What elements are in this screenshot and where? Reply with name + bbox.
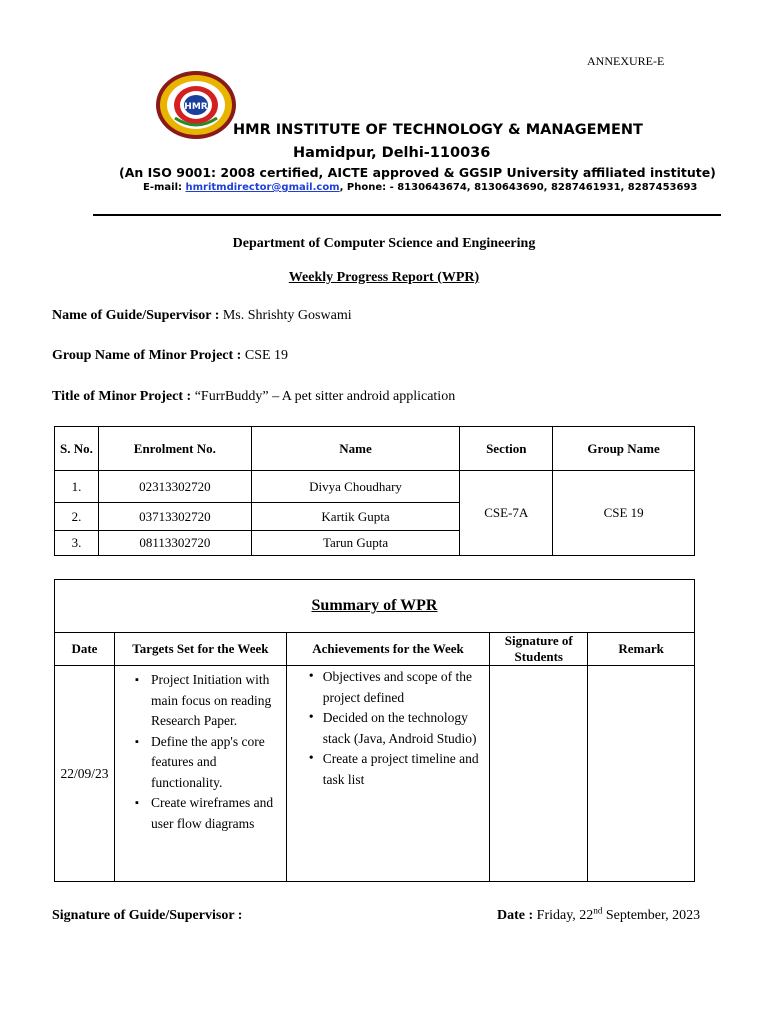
header-section: Section (460, 427, 553, 471)
annexure-label: ANNEXURE-E (587, 54, 665, 68)
list-item: • Create a project timeline and task list (301, 749, 484, 790)
header-name: Name (251, 427, 460, 471)
institute-logo (155, 70, 237, 140)
sno-cell: 3. (55, 531, 99, 556)
targets-list (129, 670, 278, 834)
report-title: Weekly Progress Report (WPR) (288, 270, 480, 285)
institute-address: Hamidpur, Delhi-110036 (293, 145, 491, 161)
header-enrolment: Enrolment No. (98, 427, 251, 471)
svg-text:HMR: HMR (184, 102, 208, 112)
institute-certification: (An ISO 9001: 2008 certified, AICTE approved & GGSIP University affiliated institute) (119, 165, 716, 180)
enrolment-cell: 03713302720 (98, 503, 251, 531)
header-targets: Targets Set for the Week (114, 633, 286, 666)
department-title: Department of Computer Science and Engineering (232, 236, 536, 251)
header-date: Date (55, 633, 115, 666)
email-link[interactable]: hmritmdirector@gmail.com (185, 182, 340, 193)
summary-header-row (55, 633, 695, 666)
guide-value: Ms. Shrishty Goswami (219, 308, 352, 323)
list-item: • Objectives and scope of the project defined (301, 667, 484, 708)
header-divider (93, 214, 721, 216)
group-name-cell: CSE 19 (553, 471, 695, 556)
email-label: E-mail: (143, 182, 186, 193)
date-cell: 22/09/23 (55, 666, 115, 882)
guide-info (52, 308, 352, 324)
summary-title: Summary of WPR (55, 580, 695, 633)
guide-signature-label: Signature of Guide/Supervisor : (52, 908, 243, 923)
date-day: Friday, 22 (533, 908, 594, 923)
wpr-summary-table (54, 579, 695, 882)
members-header-row (55, 427, 695, 471)
header-group-name: Group Name (553, 427, 695, 471)
report-date (497, 905, 701, 924)
date-suffix: nd (593, 905, 603, 916)
sno-cell: 1. (55, 471, 99, 503)
header-remark: Remark (588, 633, 695, 666)
name-cell: Tarun Gupta (251, 531, 460, 556)
list-item: • Decided on the technology stack (Java, Android Studio) (301, 708, 484, 749)
list-item: ▪ Define the app's core features and functionality. (129, 732, 278, 794)
achievements-cell (286, 666, 490, 882)
group-info (52, 348, 288, 364)
header-signature: Signature of Students (490, 633, 588, 666)
header-sno: S. No. (55, 427, 99, 471)
section-cell: CSE-7A (460, 471, 553, 556)
institute-contact (143, 182, 697, 193)
header-achievements: Achievements for the Week (286, 633, 490, 666)
date-rest: September, 2023 (602, 908, 701, 923)
enrolment-cell: 02313302720 (98, 471, 251, 503)
sno-cell: 2. (55, 503, 99, 531)
institute-name: HMR INSTITUTE OF TECHNOLOGY & MANAGEMENT (233, 122, 643, 138)
enrolment-cell: 08113302720 (98, 531, 251, 556)
name-cell: Kartik Gupta (251, 503, 460, 531)
guide-label: Name of Guide/Supervisor : (52, 308, 220, 323)
group-value: CSE 19 (241, 348, 289, 363)
date-label: Date : (497, 908, 534, 923)
list-item: ▪ Project Initiation with main focus on reading Research Paper. (129, 670, 278, 732)
name-cell: Divya Choudhary (251, 471, 460, 503)
members-table (54, 426, 695, 556)
project-title-label: Title of Minor Project : (52, 389, 192, 404)
group-label: Group Name of Minor Project : (52, 348, 242, 363)
table-row (55, 666, 695, 882)
project-title-info (52, 389, 455, 405)
project-title-value: “FurrBuddy” – A pet sitter android application (191, 389, 456, 404)
list-item: ▪ Create wireframes and user flow diagrams (129, 793, 278, 834)
remark-cell (588, 666, 695, 882)
achievements-list (301, 667, 484, 790)
targets-cell (114, 666, 286, 882)
table-row (55, 471, 695, 503)
phone-numbers: , Phone: - 8130643674, 8130643690, 8287461931, 8287453693 (339, 182, 698, 193)
signature-cell (490, 666, 588, 882)
